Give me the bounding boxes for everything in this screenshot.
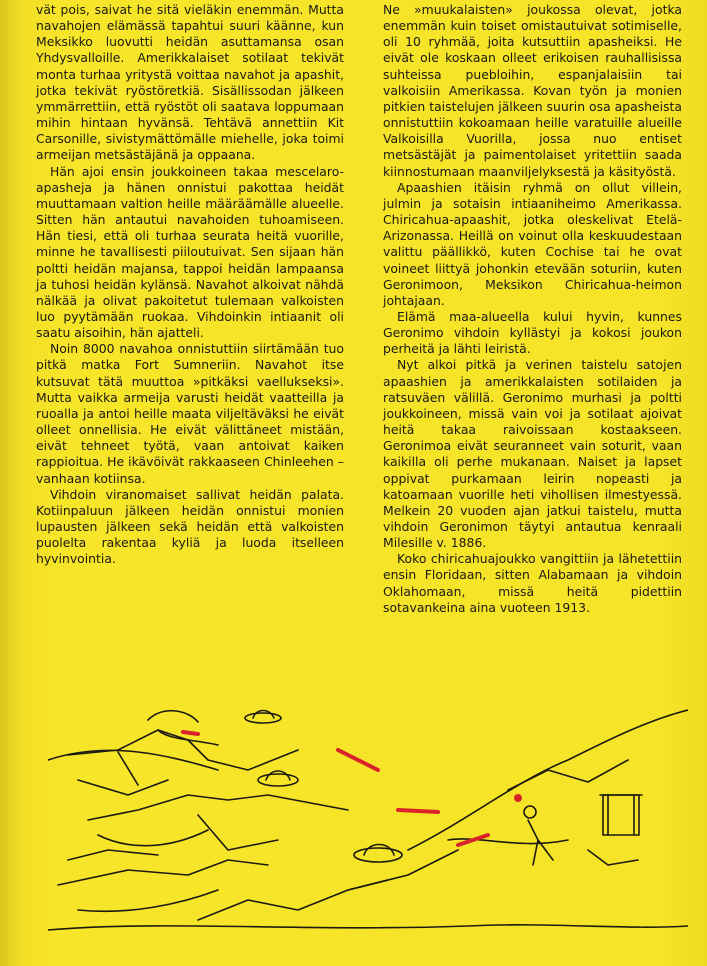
muzzle-flash: [514, 794, 522, 802]
battle-illustration: [48, 700, 688, 950]
right-text-column: [383, 2, 682, 616]
left-text-column: [36, 2, 344, 567]
mountain-ridge: [408, 710, 688, 850]
paragraph: Apaashien itäisin ryhmä on ollut villein, julmin ja sotaisin intiaaniheimo Amerikassa. Chiricahua-apaashit, jotka oleskelivat Etelä-Arizonassa. Heillä on voinut olla keskuudestaan valittu päällikkö, kuten Cochise tai he ovat voineet liittyä johonkin etevään soturiin, kuten Geronimoon, Meksikon Chiricahua-heimon johtajaan.: [383, 179, 682, 308]
paragraph: Koko chiricahuajoukko vangittiin ja lähetettiin ensin Floridaan, sitten Alabamaan ja vihdoin Oklahomaan, missä heitä pidettiin sotavankeina aina vuoteen 1913.: [383, 551, 682, 615]
paragraph: Nyt alkoi pitkä ja verinen taistelu satojen apaashien ja amerikkalaisten sotilaiden ja ratsuväen välillä. Geronimo murhasi ja poltti joukkoineen, missä vain voi ja sotilaat ajoivat heitä takaa raivoissaan kostaakseen. Geronimoa eivät seuranneet vain soturit, vaan kaikilla oli perhe mukanaan. Naiset ja lapset oppivat purkamaan leirin nopeasti ja katoamaan vuorille heti vihollisen ilmestyessä. Melkein 20 vuoden ajan jatkui taistelu, mutta vihdoin Geronimon täytyi antautua kenraali Milesille v. 1886.: [383, 357, 682, 551]
soldier-figure: [68, 771, 348, 860]
soldier-figure: [58, 845, 458, 921]
paragraph: Vihdoin viranomaiset sallivat heidän palata. Kotiinpaluun jälkeen heidän onnistui monien lupausten jälkeen sekä heidän että valkoisten puolelta rakentaa kyliä ja luoda itselleen hyvinvointia.: [36, 486, 344, 567]
paragraph: Noin 8000 navahoa onnistuttiin siirtämään tuo pitkä matka Fort Sumneriin. Navahot itse kutsuvat tätä muuttoa »pitkäksi vaellukseksi». Mutta vaikka armeija varusti heidät vaatteilla ja ruoalla ja antoi heille maata viljeltäväksi he eivät olleet onnellisia. He eivät välittäneet mistään, eivät tehneet työtä, vaan antoivat kaiken rappioitua. He ikävöivät rakkaaseen Chinleehen – vanhaan kotiinsa.: [36, 341, 344, 486]
soldier-figure: [68, 711, 298, 796]
paragraph: Elämä maa-alueella kului hyvin, kunnes Geronimo vihdoin kyllästyi ja kokosi joukon perheitä ja lähti leiristä.: [383, 308, 682, 357]
ground-line: [48, 925, 688, 930]
paragraph: vät pois, saivat he sitä vieläkin enemmän. Mutta navahojen elämässä tapahtui suuri käänne, kun Meksikko luovutti heidän asuttamansa osan Yhdysvalloille. Amerikkalaiset sotilaat tekivät monta turhaa yritystä voittaa navahot ja apashit, jotka tekivät ryöstöretkiä. Sisällissodan jälkeen ymmärrettiin, että ryöstöt oli saatava loppumaan mihin hintaan hyvänsä. Tehtävä annettiin Kit Carsonille, sivistymättömälle miehelle, joka toimi armeijan metsästäjänä ja oppaana.: [36, 2, 344, 163]
mountain-ridge: [508, 760, 628, 790]
paragraph: Hän ajoi ensin joukkoineen takaa mescelaro-apasheja ja hänen onnistui pakottaa heidät muuttamaan valtion heille määräämälle alueelle. Sitten hän antautui navahoiden tuhoamiseen. Hän tiesi, että oli turhaa seurata heitä vuorille, minne he tavallisesti piiloutuivat. Sen sijaan hän poltti heidän majansa, tappoi heidän lampaansa ja tuhosi heidän kylänsä. Navahot alkoivat nähdä nälkää ja olivat pakoitetut tulemaan valkoisten luo pyytämään ruokaa. Vihdoinkin intiaanit oli saatu aisoihin, hän ajatteli.: [36, 163, 344, 341]
muzzle-flash: [183, 732, 488, 845]
hill-line: [48, 750, 218, 770]
paragraph: Ne »muukalaisten» joukossa olevat, jotka enemmän kuin toiset omistautuivat sotimiselle, oli 10 ryhmää, joita kutsuttiin apasheiksi. He eivät ole koskaan olleet erikoisen rauhallisissa suhteissa puebloihin, espanjalaisiin tai valkoisiin Amerikassa. Kovan työn ja monien pitkien taistelujen jälkeen suurin osa apasheista onnistuttiin kokoamaan heille varatuille alueille Valkoisilla Vuorilla, jossa nuo entiset metsästäjät ja paimentolaiset yritettiin saada kiinnostumaan maanviljelyksestä ja käsityöstä.: [383, 2, 682, 179]
